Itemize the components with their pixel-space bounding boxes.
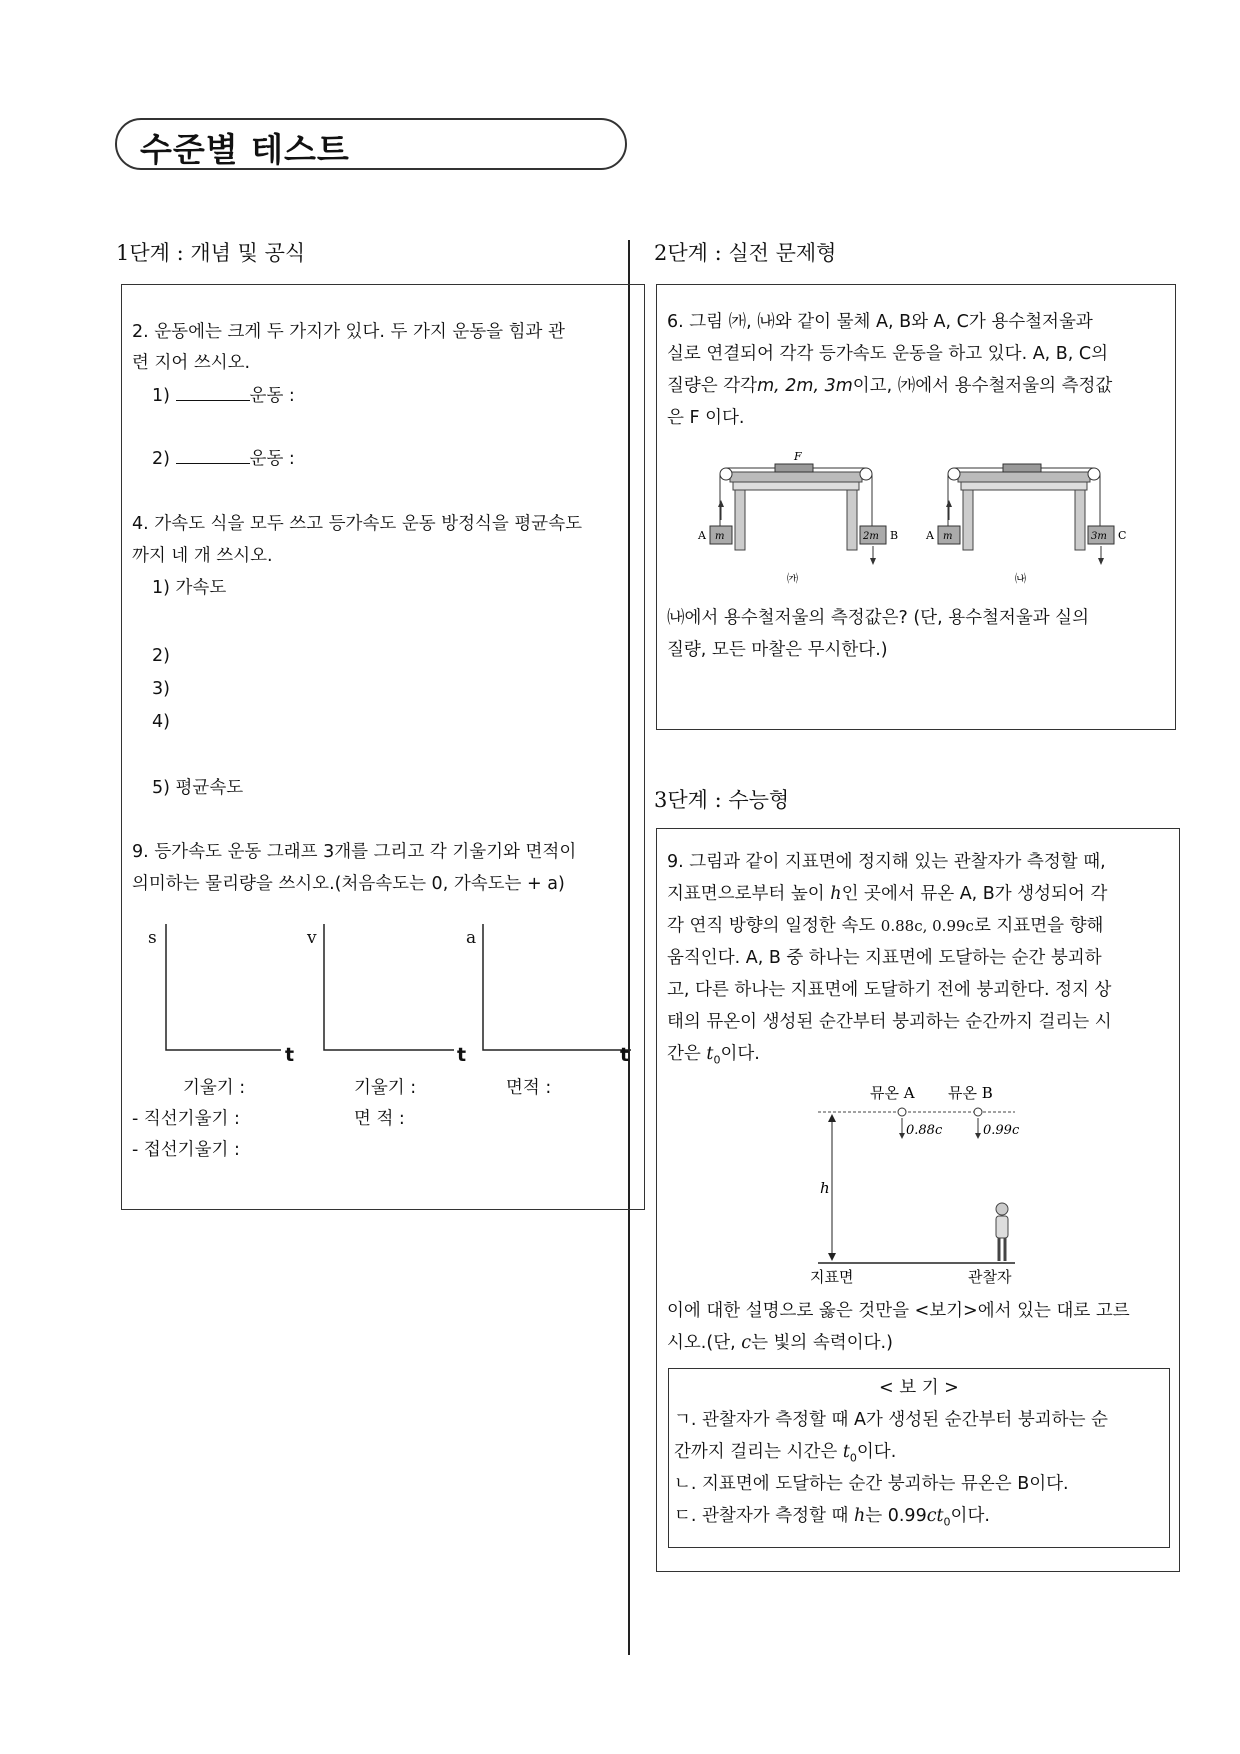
v-graph-area: 면 적 : [354, 1109, 405, 1129]
q9-line2: 의미하는 물리량을 쓰시오.(처음속도는 0, 가속도는 + a) [132, 874, 565, 894]
muon-A-dot [898, 1108, 906, 1116]
s-t-axes [166, 924, 281, 1050]
fig-caption-ga: ㈎ [787, 572, 798, 585]
bogi-item-3: ㄷ. 관찰자가 측정할 때 h는 $0.99ct_0$이다. [674, 1506, 990, 1529]
v-graph-slope: 기울기 : [354, 1078, 417, 1098]
q2-line2: 련 지어 쓰시오. [132, 353, 251, 373]
q9-graph-axes [121, 920, 641, 1070]
bogi-item-2: ㄴ. 지표면에 도달하는 순간 붕괴하는 뮤온은 B이다. [674, 1474, 1069, 1494]
muon-B-dot [974, 1108, 982, 1116]
q4-item4: 4) [152, 712, 170, 732]
q4-item3: 3) [152, 679, 170, 699]
v-t-axes [324, 924, 454, 1050]
bogi-title: < 보 기 > [879, 1378, 959, 1398]
q9b-line3: 각 연직 방향의 일정한 속도 0.88c, 0.99c로 지표면을 향해 [667, 916, 1104, 936]
q2-item1: 1) 운동 : [152, 380, 295, 412]
q9b-line7: 간은 $t_0$이다. [667, 1044, 760, 1067]
q9b-line5: 고, 다른 하나는 지표면에 도달하기 전에 붕괴한다. 정지 상 [667, 980, 1112, 1000]
fig-label-A2: A [926, 529, 934, 542]
table-ga [710, 464, 886, 565]
q9b-line1: 9. 그림과 같이 지표면에 정지해 있는 관찰자가 측정할 때, [667, 852, 1106, 872]
q9b-ask2: 시오.(단, c는 빛의 속력이다.) [667, 1333, 893, 1353]
bogi-item-1a: ㄱ. 관찰자가 측정할 때 A가 생성된 순간부터 붕괴하는 순 [674, 1410, 1108, 1430]
bogi-item-1b: 간까지 걸리는 시간은 $t_0$이다. [674, 1442, 897, 1465]
muon-figure [800, 1080, 1040, 1290]
fig-label-B: B [890, 529, 899, 542]
fig-label-A1: A [698, 529, 706, 542]
observer-icon [996, 1203, 1008, 1261]
axis-t-label-2: t [457, 1044, 467, 1066]
stage3-heading: 3단계 : 수능형 [654, 788, 790, 812]
fig-label-F: F [794, 450, 802, 463]
q4-item1: 1) 가속도 [152, 578, 227, 598]
q2-blank1[interactable] [176, 382, 250, 401]
q9b-line2: 지표면으로부터 높이 h인 곳에서 뮤온 A, B가 생성되어 각 [667, 884, 1108, 904]
s-graph-slope: 기울기 : [183, 1078, 246, 1098]
observer-label: 관찰자 [968, 1268, 1012, 1286]
a-graph-area: 면적 : [506, 1078, 552, 1098]
stage2-heading: 2단계 : 실전 문제형 [654, 241, 837, 265]
fig-label-3m: 3m [1091, 531, 1107, 542]
q9b-ask1: 이에 대한 설명으로 옳은 것만을 <보기>에서 있는 대로 고르 [667, 1301, 1130, 1321]
q4-item2: 2) [152, 646, 170, 666]
fig-caption-na: ㈏ [1015, 572, 1026, 585]
q6-line1: 6. 그림 ㈎, ㈏와 같이 물체 A, B와 A, C가 용수철저울과 [667, 312, 1093, 332]
muon-A-label: 뮤온 A [870, 1084, 915, 1102]
q6-line3: 질량은 각각m, 2m, 3m이고, ㈎에서 용수철저울의 측정값 [667, 376, 1113, 396]
straight-slope-label: - 직선기울기 : [132, 1109, 240, 1129]
fig-label-2m: 2m [863, 531, 879, 542]
q2-blank2[interactable] [176, 445, 250, 464]
q6-figure [690, 450, 1150, 590]
q6-line2: 실로 연결되어 각각 등가속도 운동을 하고 있다. A, B, C의 [667, 344, 1109, 364]
spring-scale-na [1003, 464, 1041, 472]
muon-A-speed: 0.88c [906, 1123, 943, 1138]
table-na [938, 464, 1114, 565]
q6-line4: 은 F 이다. [667, 408, 745, 428]
fig-label-m1: m [715, 531, 725, 542]
page-title: 수준별 테스트 [140, 130, 350, 169]
q6-ask1: ㈏에서 용수철저울의 측정값은? (단, 용수철저울과 실의 [667, 608, 1089, 628]
q9b-line6: 태의 뮤온이 생성된 순간부터 붕괴하는 순간까지 걸리는 시 [667, 1012, 1112, 1032]
axis-v-label: v [307, 928, 317, 948]
muon-B-speed: 0.99c [983, 1123, 1020, 1138]
q2-line1: 2. 운동에는 크게 두 가지가 있다. 두 가지 운동을 힘과 관 [132, 322, 565, 342]
ground-label: 지표면 [810, 1268, 854, 1286]
axis-t-label-1: t [285, 1044, 295, 1066]
height-label: h [820, 1179, 830, 1197]
q4-line2: 까지 네 개 쓰시오. [132, 546, 273, 566]
q2-item2: 2) 운동 : [152, 443, 295, 475]
q9-line1: 9. 등가속도 운동 그래프 3개를 그리고 각 기울기와 면적이 [132, 842, 577, 862]
axis-t-label-3: t [620, 1044, 630, 1066]
fig-label-C: C [1118, 529, 1127, 542]
q4-item5: 5) 평균속도 [152, 778, 244, 798]
spring-scale-ga [775, 464, 813, 472]
q4-line1: 4. 가속도 식을 모두 쓰고 등가속도 운동 방정식을 평균속도 [132, 514, 583, 534]
q9b-line4: 움직인다. A, B 중 하나는 지표면에 도달하는 순간 붕괴하 [667, 948, 1102, 968]
a-t-axes [483, 924, 631, 1050]
axis-a-label: a [466, 928, 477, 948]
stage1-heading: 1단계 : 개념 및 공식 [116, 241, 306, 265]
bogi-content [674, 1372, 1168, 1542]
axis-s-label: s [148, 928, 157, 948]
fig-label-m2: m [943, 531, 953, 542]
muon-B-label: 뮤온 B [948, 1084, 993, 1102]
tangent-slope-label: - 접선기울기 : [132, 1140, 240, 1160]
q6-ask2: 질량, 모든 마찰은 무시한다.) [667, 640, 888, 660]
